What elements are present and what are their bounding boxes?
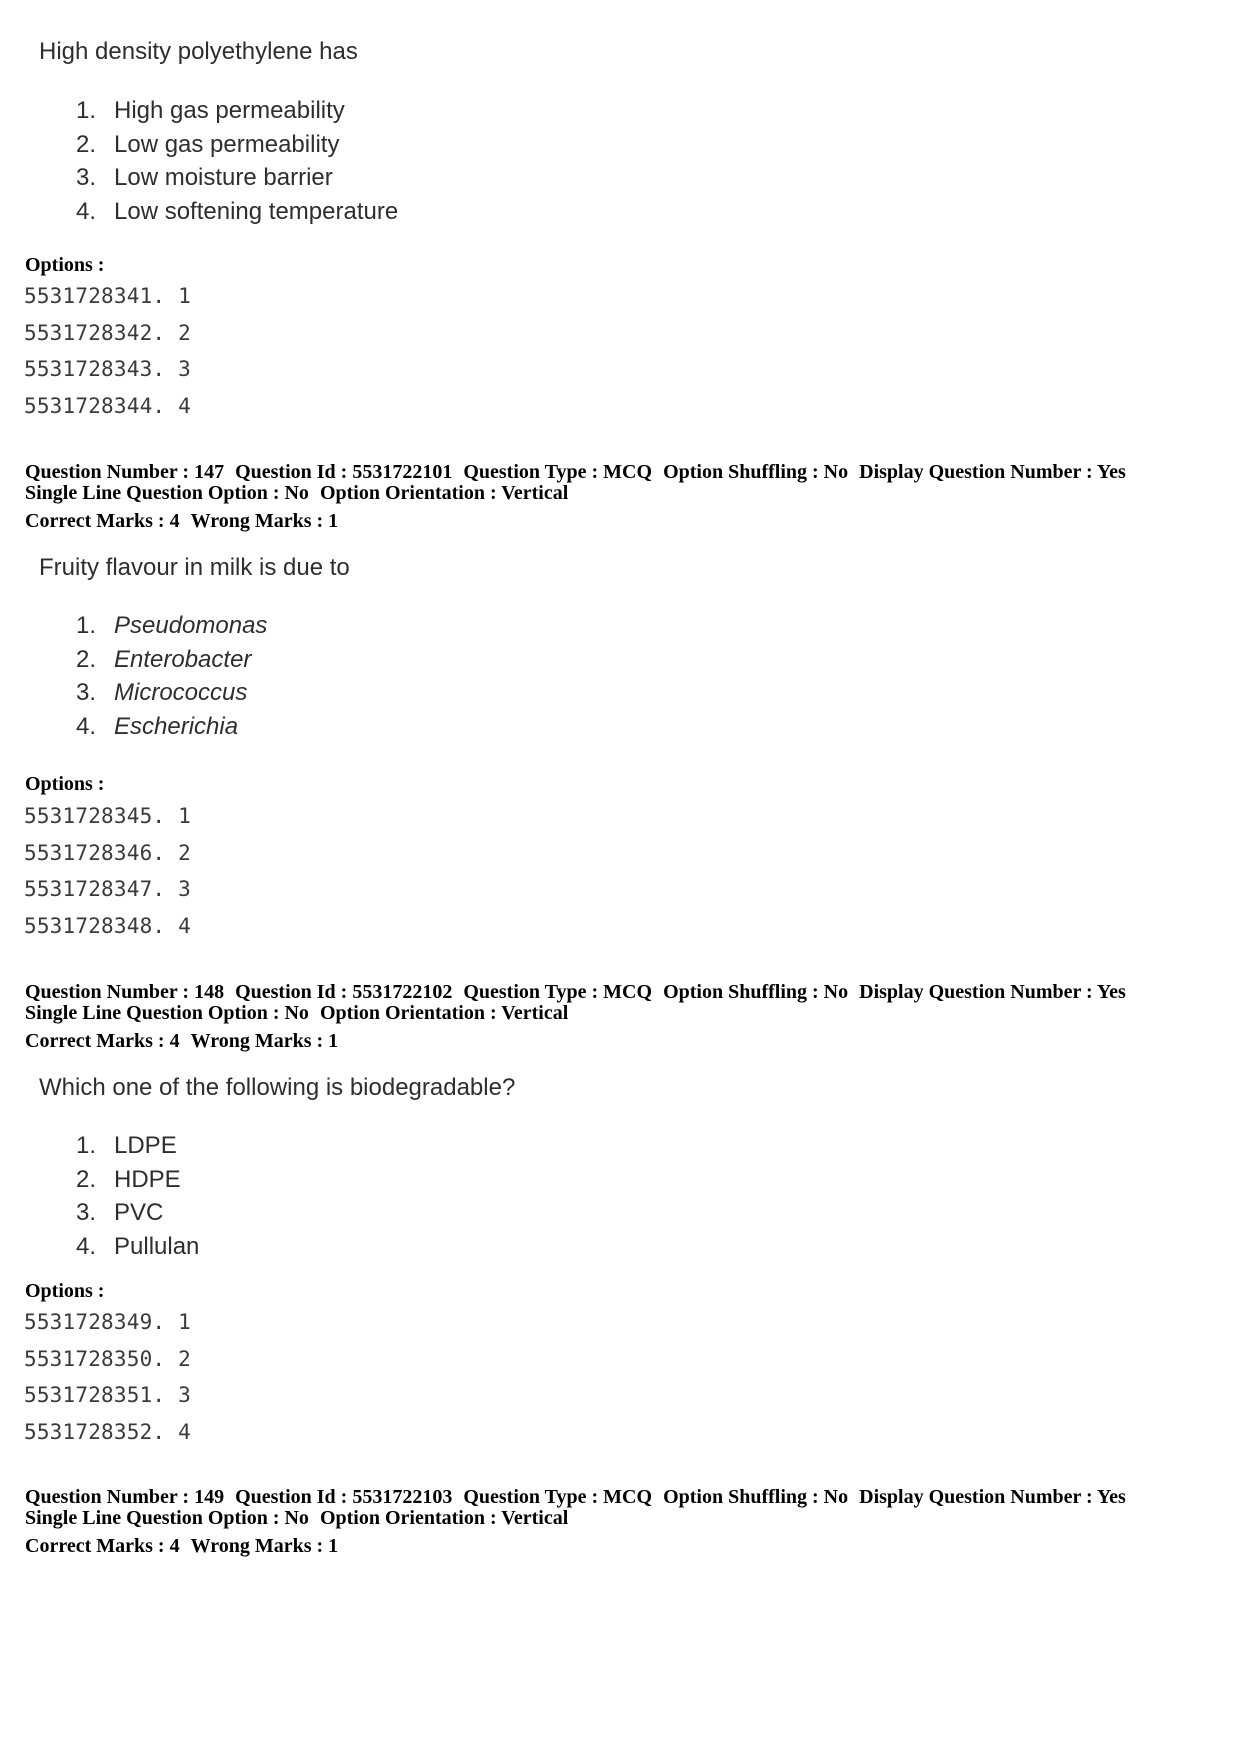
option-item: 5531728344. 4 xyxy=(24,393,191,418)
choice-item: 4. Pullulan xyxy=(76,1232,200,1260)
option-item: 5531728350. 2 xyxy=(24,1346,191,1371)
question-marks: Correct Marks : 4 Wrong Marks : 1 xyxy=(25,1535,339,1557)
choice-item: 1. High gas permeability xyxy=(76,97,345,124)
question-marks: Correct Marks : 4 Wrong Marks : 1 xyxy=(25,510,339,532)
option-item: 5531728349. 1 xyxy=(24,1310,191,1334)
option-item: 5531728341. 1 xyxy=(24,284,191,308)
question-meta-line1: Question Number : 147 Question Id : 5531722101 Question Type : MCQ Option Shuffling : No Display Question Number : Yes xyxy=(25,461,1126,483)
choice-item: 2. HDPE xyxy=(76,1165,181,1193)
option-item: 5531728348. 4 xyxy=(24,913,191,938)
option-item: 5531728346. 2 xyxy=(24,840,191,865)
choice-item: 3. Micrococcus xyxy=(76,679,248,706)
question-meta-line2: Single Line Question Option : No Option Orientation : Vertical xyxy=(25,1507,569,1529)
question-choices xyxy=(76,94,398,228)
question-meta-line1: Question Number : 149 Question Id : 5531722103 Question Type : MCQ Option Shuffling : No Display Question Number : Yes xyxy=(25,1486,1126,1508)
question-meta-line1: Question Number : 148 Question Id : 5531722102 Question Type : MCQ Option Shuffling : No Display Question Number : Yes xyxy=(25,981,1126,1003)
choice-item: 3. PVC xyxy=(76,1199,164,1226)
option-item: 5531728351. 3 xyxy=(24,1383,191,1407)
question-meta-line2: Single Line Question Option : No Option Orientation : Vertical xyxy=(25,482,569,504)
option-item: 5531728343. 3 xyxy=(24,357,191,381)
options-list xyxy=(24,1304,191,1450)
option-item: 5531728347. 3 xyxy=(24,877,191,901)
options-heading: Options : xyxy=(25,773,105,795)
option-item: 5531728342. 2 xyxy=(24,320,191,345)
option-item: 5531728345. 1 xyxy=(24,804,191,828)
choice-item: 4. Low softening temperature xyxy=(76,197,399,225)
options-heading: Options : xyxy=(25,254,105,276)
choice-item: 1. LDPE xyxy=(76,1132,177,1159)
question-meta-line2: Single Line Question Option : No Option Orientation : Vertical xyxy=(25,1002,569,1024)
choice-item: 2. Low gas permeability xyxy=(76,130,340,158)
choice-item: 1. Pseudomonas xyxy=(76,612,268,639)
question-choices xyxy=(76,1129,199,1263)
options-heading: Options : xyxy=(25,1280,105,1302)
question-choices xyxy=(76,609,267,743)
options-list xyxy=(24,278,191,424)
question-marks: Correct Marks : 4 Wrong Marks : 1 xyxy=(25,1030,339,1052)
choice-item: 2. Enterobacter xyxy=(76,645,252,673)
choice-item: 3. Low moisture barrier xyxy=(76,164,333,191)
option-item: 5531728352. 4 xyxy=(24,1419,191,1444)
choice-item: 4. Escherichia xyxy=(76,712,239,740)
options-list xyxy=(24,798,191,944)
question-stem: Which one of the following is biodegradable? xyxy=(39,1074,516,1101)
question-stem: Fruity flavour in milk is due to xyxy=(39,554,350,581)
question-stem: High density polyethylene has xyxy=(39,38,358,65)
